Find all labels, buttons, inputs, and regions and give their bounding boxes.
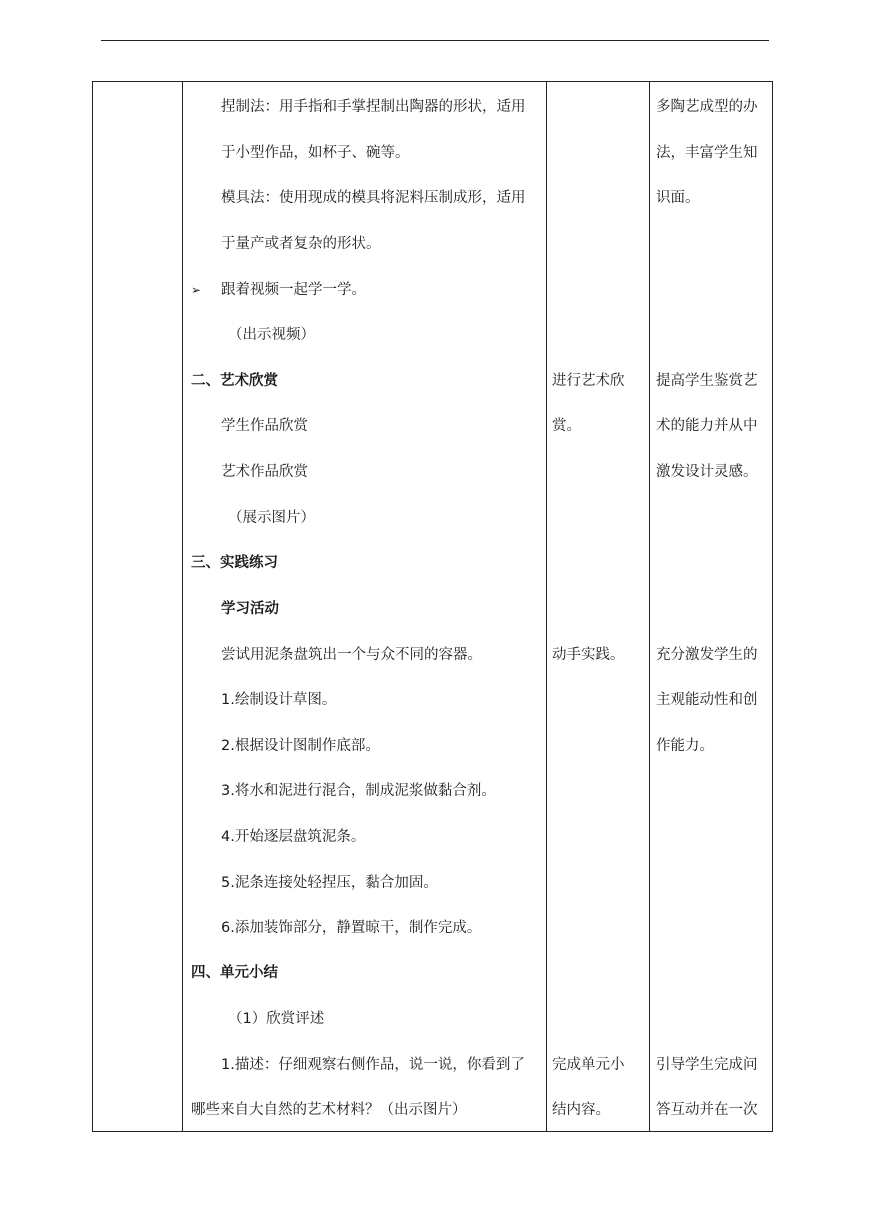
section-heading: 三、实践练习 — [191, 555, 278, 571]
section-heading: 四、单元小结 — [191, 965, 278, 981]
header-rule — [101, 40, 769, 41]
text-line: 法，丰富学生知 — [656, 145, 758, 161]
text-line: 5.泥条连接处轻捏压，黏合加固。 — [221, 875, 438, 891]
text-line: 充分激发学生的 — [656, 647, 758, 663]
text-line: 2.根据设计图制作底部。 — [221, 738, 380, 754]
column-divider-1 — [182, 82, 183, 1131]
text-line: 于小型作品，如杯子、碗等。 — [221, 145, 410, 161]
text-line: 多陶艺成型的办 — [656, 99, 758, 115]
text-line: 动手实践。 — [552, 647, 625, 663]
text-line: （出示视频） — [228, 327, 315, 343]
text-line: 识面。 — [656, 190, 700, 206]
text-line: 艺术作品欣赏 — [221, 464, 308, 480]
text-line: 跟着视频一起学一学。 — [221, 282, 366, 298]
text-line: （1）欣赏评述 — [228, 1011, 325, 1027]
text-line: 1.描述：仔细观察右侧作品，说一说，你看到了 — [221, 1057, 525, 1073]
text-line: 1.绘制设计草图。 — [221, 692, 337, 708]
text-line: 赏。 — [552, 418, 581, 434]
column-divider-2 — [546, 82, 547, 1131]
column-divider-3 — [649, 82, 650, 1131]
text-line: 尝试用泥条盘筑出一个与众不同的容器。 — [221, 647, 482, 663]
text-line: 引导学生完成问 — [656, 1057, 758, 1073]
text-line: 激发设计灵感。 — [656, 464, 758, 480]
text-line: 结内容。 — [552, 1102, 610, 1118]
text-line: 进行艺术欣 — [552, 373, 625, 389]
text-line: 4.开始逐层盘筑泥条。 — [221, 829, 366, 845]
text-line: 术的能力并从中 — [656, 418, 758, 434]
section-heading: 二、艺术欣赏 — [191, 373, 278, 389]
text-line: 模具法：使用现成的模具将泥料压制成形，适用 — [221, 190, 526, 206]
subheading: 学习活动 — [221, 601, 279, 617]
text-line: 3.将水和泥进行混合，制成泥浆做黏合剂。 — [221, 783, 496, 799]
text-line: 提高学生鉴赏艺 — [656, 373, 758, 389]
text-line: 于量产或者复杂的形状。 — [221, 236, 381, 252]
text-line: 作能力。 — [656, 738, 714, 754]
text-line: 6.添加装饰部分，静置晾干，制作完成。 — [221, 920, 482, 936]
text-line: 完成单元小 — [552, 1057, 625, 1073]
text-line: 主观能动性和创 — [656, 692, 758, 708]
text-line: 答互动并在一次 — [656, 1102, 758, 1118]
text-line: 哪些来自大自然的艺术材料？（出示图片） — [191, 1102, 467, 1118]
text-line: （展示图片） — [228, 510, 315, 526]
text-line: 学生作品欣赏 — [221, 418, 308, 434]
text-line: 捏制法：用手指和手掌捏制出陶器的形状，适用 — [221, 99, 526, 115]
arrow-bullet-icon: ➢ — [191, 283, 202, 297]
